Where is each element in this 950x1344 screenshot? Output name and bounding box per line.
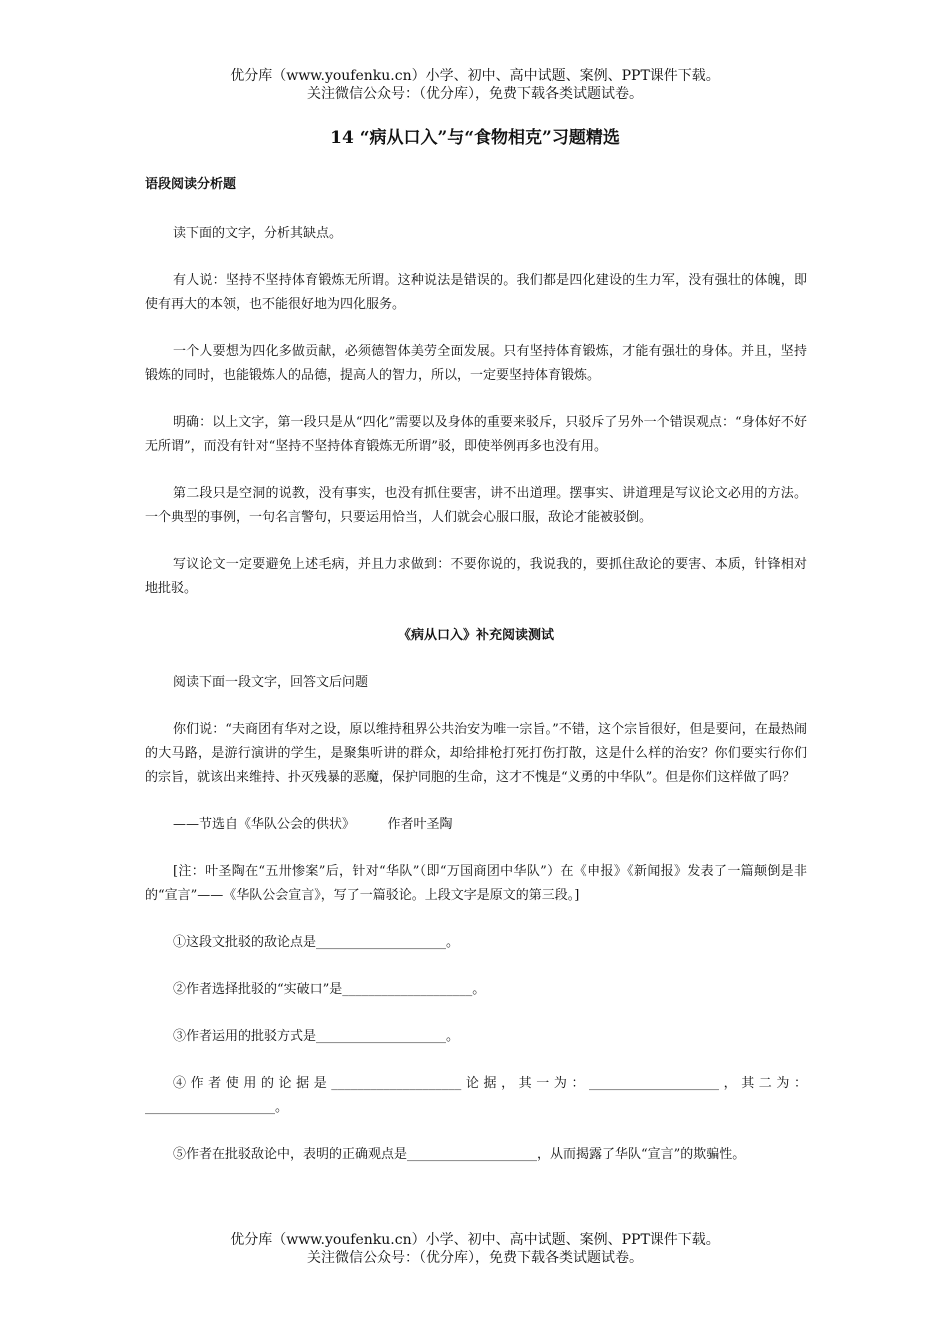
paragraph-instruction: 读下面的文字，分析其缺点。 xyxy=(173,226,343,241)
question-1: ①这段文批驳的敌论点是____________________。 xyxy=(173,935,460,950)
page-footer xyxy=(0,1231,950,1267)
question-2: ②作者选择批驳的“实破口”是____________________。 xyxy=(173,982,486,997)
section-heading: 语段阅读分析题 xyxy=(145,177,237,192)
footer-line-2: 关注微信公众号：（优分库），免费下载各类试题试卷。 xyxy=(307,1250,643,1266)
page-title: 14 “病从口入”与“食物相克”习题精选 xyxy=(330,128,620,148)
question-3: ③作者运用的批驳方式是____________________。 xyxy=(173,1029,460,1044)
paragraph-conclusion: 写议论文一定要避免上述毛病，并且力求做到：不要你说的，我说我的，要抓住敌论的要害、本质，针锋相对地批驳。 xyxy=(145,557,807,596)
reading-note: [注：叶圣陶在“五卅惨案”后，针对“华队”（即“万国商团中华队”）在《申报》《新闻报》发表了一篇颠倒是非的“宣言”——《华队公会宣言》，写了一篇驳论。上段文字是原文的第三段。] xyxy=(145,864,807,903)
paragraph-analysis-2: 第二段只是空洞的说教，没有事实，也没有抓住要害，讲不出道理。摆事实、讲道理是写议论文必用的方法。一个典型的事例，一句名言警句，只要运用恰当，人们就会心服口服，敌论才能被驳倒。 xyxy=(145,486,807,525)
paragraph-2: 一个人要想为四化多做贡献，必须德智体美劳全面发展。只有坚持体育锻炼，才能有强壮的身体。并且，坚持锻炼的同时，也能锻炼人的品德，提高人的智力，所以，一定要坚持体育锻炼。 xyxy=(145,344,807,383)
header-line-2: 关注微信公众号：（优分库），免费下载各类试题试卷。 xyxy=(307,86,643,102)
reading-intro: 阅读下面一段文字，回答文后问题 xyxy=(173,675,369,690)
paragraph-1: 有人说：坚持不坚持体育锻炼无所谓。这种说法是错误的。我们都是四化建设的生力军，没有强壮的体魄，即使有再大的本领，也不能很好地为四化服务。 xyxy=(145,273,807,312)
question-4: ④作者使用的论据是____________________论据，其一为：____________________，其二为：____________________。 xyxy=(145,1076,807,1115)
reading-test-title: 《病从口入》补充阅读测试 xyxy=(397,628,554,643)
reading-passage: 你们说：“夫商团有华对之设，原以维持租界公共治安为唯一宗旨。”不错，这个宗旨很好，但是要问，在最热闹的大马路，是游行演讲的学生，是聚集听讲的群众，却给排枪打死打伤打散，这是什么样的治安？你们要实行你们的宗旨，就该出来维持、扑灭残暴的恶魔，保护同胞的生命，这才不愧是“义勇的中华队”。但是你们这样做了吗？ xyxy=(145,722,807,785)
footer-line-1: 优分库（www.youfenku.cn）小学、初中、高中试题、案例、PPT课件下载。 xyxy=(230,1232,720,1248)
document-body xyxy=(145,222,807,1167)
reading-source: ——节选自《华队公会的供状》 作者叶圣陶 xyxy=(173,817,453,832)
header-line-1: 优分库（www.youfenku.cn）小学、初中、高中试题、案例、PPT课件下载。 xyxy=(230,68,720,84)
page-header xyxy=(0,67,950,103)
question-5: ⑤作者在批驳敌论中，表明的正确观点是____________________，从而揭露了华队“宣言”的欺骗性。 xyxy=(173,1147,746,1162)
paragraph-analysis-1: 明确：以上文字，第一段只是从“四化”需要以及身体的重要来驳斥，只驳斥了另外一个错误观点：“身体好不好无所谓”，而没有针对“坚持不坚持体育锻炼无所谓”驳，即使举例再多也没有用。 xyxy=(145,415,807,454)
